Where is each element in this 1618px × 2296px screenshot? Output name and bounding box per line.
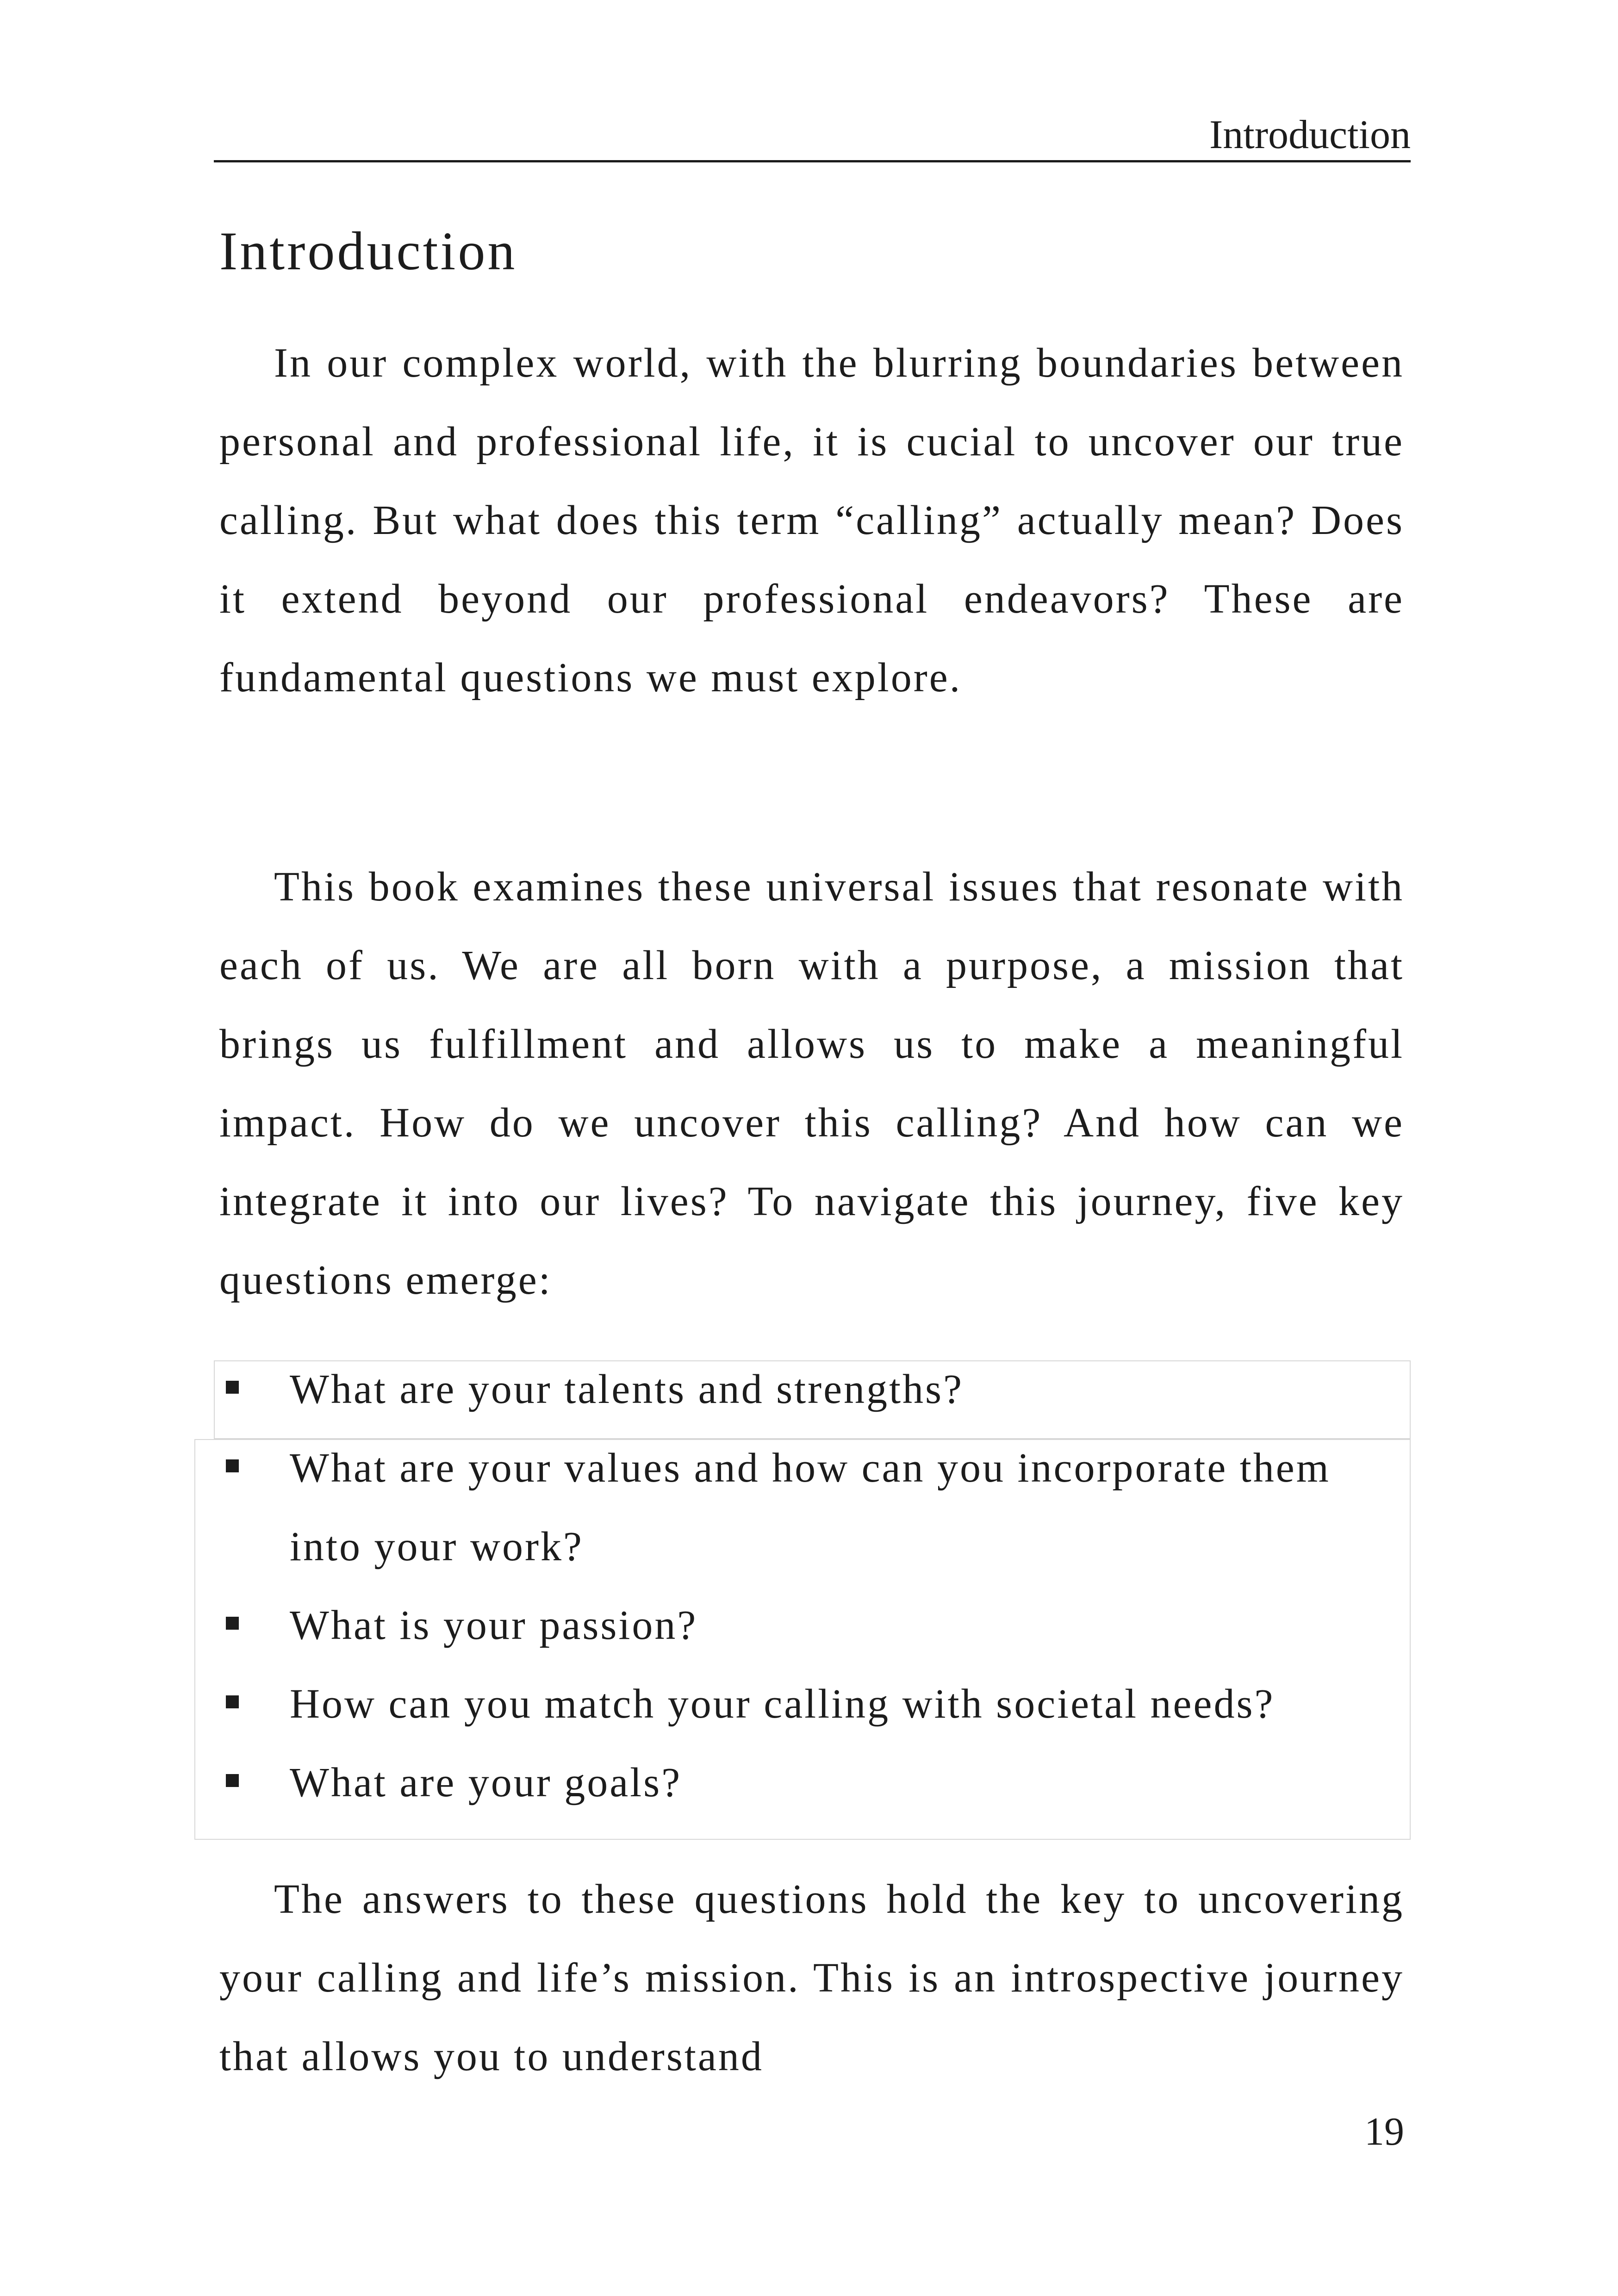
list-item <box>219 1665 1404 1744</box>
body-paragraph-3: The answers to these questions hold the key to uncovering your calling and life’s mission. This is an introspective journey that allows you to understand <box>219 1876 1404 2079</box>
square-bullet-icon <box>226 1695 239 1708</box>
body-paragraph-1: In our complex world, with the blurring boundaries between personal and professional life, it is cucial to uncover our true calling. But what does this term “calling” actually mean? Does it extend beyond our professional endeavors? These are fundamental questions we must explore. <box>219 340 1404 701</box>
running-head: Introduction <box>1209 112 1411 157</box>
body-paragraph-2: This book examines these universal issues that resonate with each of us. We are all born with a purpose, a mission that brings us fulfillment and allows us to make a meaningful impact. How do we uncover this calling? And how can we integrate it into our lives? To navigate this journey, five key questions emerge: <box>219 864 1404 1303</box>
header-rule <box>214 160 1411 162</box>
page-number: 19 <box>1364 2109 1404 2153</box>
list-item-text: What are your talents and strengths? <box>290 1366 964 1412</box>
square-bullet-icon <box>226 1617 239 1630</box>
list-item-text: What are your values and how can you incorporate them into your work? <box>290 1445 1331 1570</box>
list-item <box>219 1429 1404 1586</box>
list-item <box>219 1744 1404 1822</box>
square-bullet-icon <box>226 1381 239 1394</box>
square-bullet-icon <box>226 1774 239 1787</box>
chapter-title: Introduction <box>219 221 517 281</box>
list-item-text: What is your passion? <box>290 1602 698 1648</box>
list-item <box>219 1586 1404 1665</box>
list-item-text: What are your goals? <box>290 1760 682 1806</box>
square-bullet-icon <box>226 1459 239 1472</box>
list-item <box>219 1350 1404 1429</box>
questions-list <box>219 1350 1404 1822</box>
list-item-text: How can you match your calling with societal needs? <box>290 1681 1275 1727</box>
